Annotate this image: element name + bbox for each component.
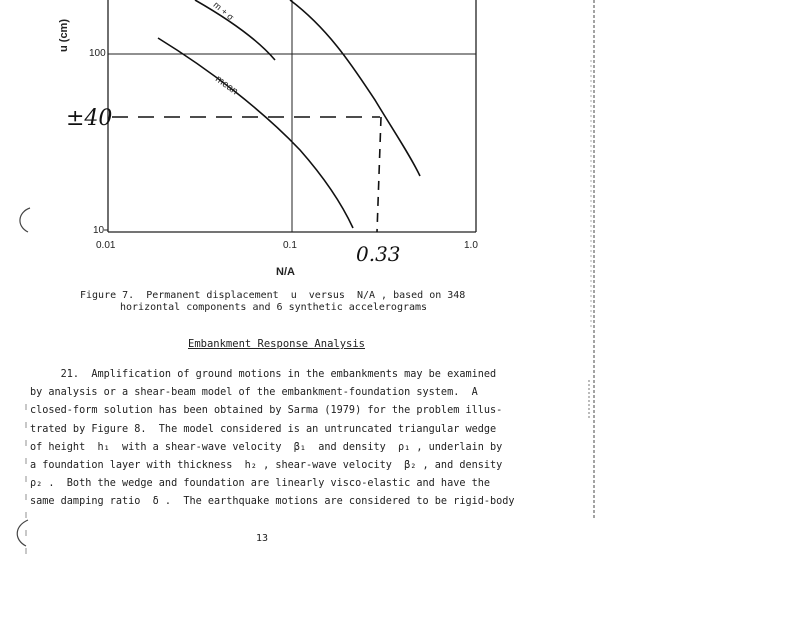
paragraph-line: trated by Figure 8. The model considered is an untruncated triangular wedge xyxy=(30,423,497,435)
y-tick-100: 100 xyxy=(89,48,106,59)
figure-caption-line-2: horizontal components and 6 synthetic accelerograms xyxy=(120,302,428,313)
y-tick-10: 10 xyxy=(93,225,105,236)
x-axis-title: N/A xyxy=(276,266,295,278)
curve-label-mean-plus-sigma: m + σ xyxy=(211,0,236,23)
figure-caption-line-1: Figure 7. Permanent displacement u versus N/A , based on 348 xyxy=(80,290,466,301)
handwritten-x-mark: 0.33 xyxy=(356,242,401,266)
page-number: 13 xyxy=(256,533,269,544)
paragraph-line: closed-form solution has been obtained by Sarma (1979) for the problem illus- xyxy=(30,405,503,417)
paragraph-line: same damping ratio δ . The earthquake motions are considered to be rigid-body xyxy=(30,496,515,508)
y-axis-title: u (cm) xyxy=(58,19,70,52)
paragraph-line: by analysis or a shear-beam model of the embankment-foundation system. A xyxy=(30,387,478,399)
paragraph-line: 21. Amplification of ground motions in the embankments may be examined xyxy=(30,369,497,380)
x-tick-0.01: 0.01 xyxy=(96,240,116,251)
x-tick-1.0: 1.0 xyxy=(464,240,478,251)
x-tick-0.1: 0.1 xyxy=(283,240,297,251)
paragraph-line: ρ₂ . Both the wedge and foundation are linearly visco-elastic and have the xyxy=(30,478,491,490)
paragraph-line: a foundation layer with thickness h₂ , shear-wave velocity β₂ , and density xyxy=(30,459,503,471)
section-heading: Embankment Response Analysis xyxy=(188,338,366,350)
curve-label-mean: mean xyxy=(213,73,240,98)
handwritten-y-mark: ±40 xyxy=(66,106,113,131)
paragraph-line: of height h₁ with a shear-wave velocity β₁ and density ρ₁ , underlain by xyxy=(30,441,503,453)
